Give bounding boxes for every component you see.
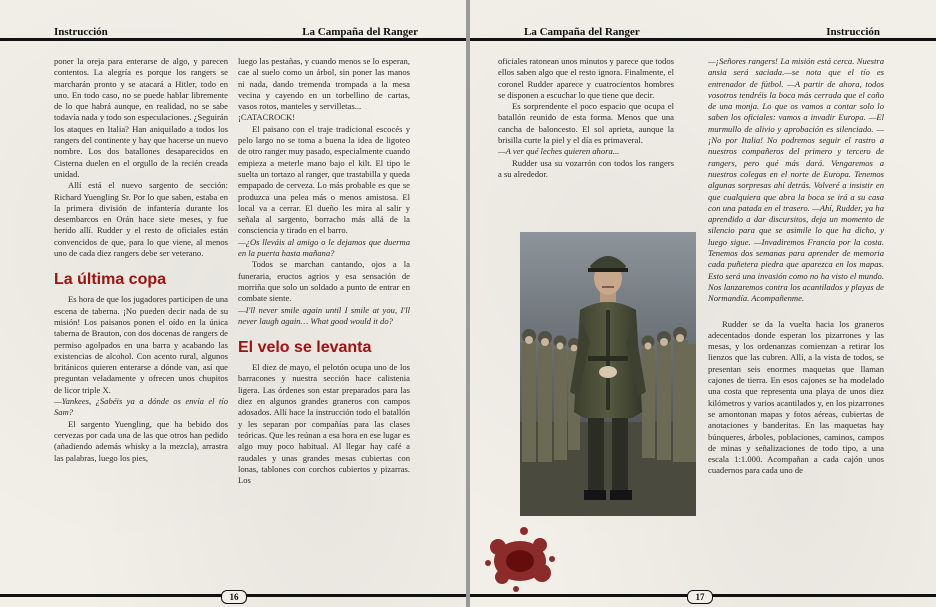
officer-portrait-photo (520, 232, 696, 516)
left-column-2 (238, 56, 410, 486)
page-16 (0, 0, 466, 607)
paragraph: El diez de mayo, el pelotón ocupa uno de los barracones y nuestra sección hace calistenia ligera. Las órdenes son estar preparados para las diez en algunos grandes graneros con campos adosados. Allí hace la instrucción todo el batallón y les separan por compañías para las clases teóricas. Que les reúnan a esa hora en ese lugar es algo muy poco habitual. Al llegar hay café a raudales y unas grandes mesas cubiertas con lonas, tablones con corchos cubiertos y pizarras. Los (238, 362, 410, 486)
paragraph: Es sorprendente el poco espacio que ocupa el batallón reunido de esta forma. Menos que una cancha de baloncesto. El sol aprieta, aunque la brisilla curte la piel y el día es primaveral. (498, 101, 674, 146)
header-book-title: La Campaña del Ranger (302, 26, 418, 38)
right-column-2 (708, 56, 884, 477)
page-number: 17 (687, 590, 713, 604)
right-column-1 (498, 56, 674, 180)
header-rule (470, 38, 936, 41)
paragraph: Allí está el nuevo sargento de sección: Richard Yuengling Sr. Por lo que saben, estaba en la primera división de infantería durante los desembarcos en Orán hace siete meses, y fue herido allí. Rudder y el resto de oficiales están convencidos de que, para lo que viene, al menos uno de cada diez rangers debe ser veterano. (54, 180, 228, 259)
paragraph: El sargento Yuengling, que ha bebido dos cervezas por cada una de las que otros han pedido (añadiendo además whisky a la mezcla), arrastra las palabras, luego los pies, (54, 418, 228, 463)
running-header (470, 26, 936, 39)
page-number: 16 (221, 590, 247, 604)
quote: —A ver qué leches quieren ahora... (498, 146, 620, 157)
paragraph: poner la oreja para enterarse de algo, y parecen contentos. La alegría es porque los rangers se marcharán pronto y se atacará a Hitler, todo en uno. En todo caso, no se puede hablar libremente de lo que habrá aunque, en realidad, no se sabe todavía nada y todo son especulaciones. ¿Seguirán los ataques en Italia? Han aniquilado a todos los rangers del continente y hay que hacerse un nuevo nombre. Los dos batallones desaparecidos en Cisterna duelen en el orgullo de la recién creada unidad. (54, 56, 228, 179)
section-heading-velo: El velo se levanta (238, 339, 372, 357)
paragraph: Es hora de que los jugadores participen de una escena de taberna. ¡No pueden decir nada de su misión! Los paisanos ponen el oído en la única taberna de Brauton, con dos docenas de rangers de permiso agolpados en una barra y acabando las existencias de alcohol. Con acento rural, algunos británicos quieren enterarse a dónde van, así que preguntan veladamente y ofrecen unos chupitos de licor triple X. (54, 294, 228, 395)
paragraph: luego las pestañas, y cuando menos se lo esperan, cae al suelo como un árbol, sin poner las manos ni nada, dando tremenda trompada a la mesa vecina y cayendo en un torbellino de cartas, vasos rotos, manteles y servilletas... (238, 56, 410, 112)
quote: —¿Os lleváis al amigo o le dejamos que duerma en la puerta hasta mañana? (238, 236, 410, 259)
sound-effect: ¡CATACROCK! (238, 112, 296, 123)
header-section: Instrucción (54, 26, 108, 38)
paragraph: Todos se marchan cantando, ojos a la funeraria, eructos agrios y esa sensación de morriña que solo un soldado a punto de entrar en combate siente. (238, 259, 410, 304)
page-footer (0, 590, 466, 602)
quote: —I'll never smile again until I smile at you, I'll never laugh again… What good would it do? (238, 304, 410, 326)
blood-stain (480, 517, 560, 597)
section-heading-ultima-copa: La última copa (54, 271, 167, 289)
paragraph: oficiales ratonean unos minutos y parece que todos ellos saben algo que el resto ignora. Finalmente, el coronel Rudder aparece y cuatrocientos hombres se disponen a escuchar lo que tiene que decir. (498, 56, 674, 100)
header-rule (0, 38, 466, 41)
paragraph: El paisano con el traje tradicional escocés y pelo largo no se toma a buena la idea de ligoteo de otro ranger muy pasado, especialmente cuando empieza a meterle mano bajo el kilt. El tipo le suelta un tortazo al ranger, que trastabilla y queda empapado de cerveza. Lo más probable es que se produzca una pelea más o menos amistosa. El local va a cerrar. El dueño les mira al salir y señala al sargento, borracho más allá de la consciencia y tirado en el barro. (238, 123, 410, 236)
speech: —¡Señores rangers! La misión está cerca. Nuestra ansia será saciada.—se nota que el tío es entrenador de fútbol. —A partir de ahora, todos vosotros tendréis la boca más cerrada que el coño de una monja. Lo que os vamos a contar solo lo saben los oficiales: vamos a invadir Europa. —El murmullo de alivio y aprobación es silenciado. —¡No por Italia! No podremos seguir el rastro a nuestros compañeros del primero y tercero de rangers, pero qué más dará. Vengaremos a nuestros colegas en el norte de Europa. Tenemos algunas sorpresas ahí detrás. Volveré a insistir en que cualquiera que abra la boca se irá a su casa con una patada en el trasero. —Ahí, Rudder, ya ha aprendido a dar discursitos, deja un momento de silencio para que se asimile lo que ha dicho, y luego sigue. —Invadiremos Francia por la costa. Tenemos dos semanas para aprender de memoria cada puñetera piedra que aparezca en los mapas. Esto será una invasión como no ha visto el mundo. Nos lanzaremos contra los acantilados y playas de Normandía. Acompañenme. (708, 56, 884, 304)
running-header (0, 26, 466, 39)
header-section: Instrucción (826, 26, 880, 38)
page-17 (470, 0, 936, 607)
left-column-1 (54, 56, 228, 464)
paragraph: Rudder usa su vozarrón con todos los rangers a su alrededor. (498, 157, 674, 179)
header-book-title: La Campaña del Ranger (524, 26, 640, 38)
paragraph: Rudder se da la vuelta hacia los graneros adecentados donde esperan los pizarrones y las mesas, y los ordenanzas comienzan a retirar los lienzos que las cubren. Allí, a la vista de todos, se presentan seis enormes maquetas que llaman cajones de tierra. En esos cajones se ha modelado una costa que representa una playa de unos diez kilómetros y varios acantilados y, en los pizarrones se amontonan mapas y fotos aéreas, cubiertas de anotaciones y banderitas. En las maquetas hay búnqueres, árboles, poblaciones, caminos, campos de minas y señalizaciones de todo tipo, a una escala 1:1.000. Acompañan a cada cajón unos cuadernos para cada uno de (708, 318, 884, 476)
quote: —Yankees, ¿Sabéis ya a dónde os envía el tío Sam? (54, 396, 228, 418)
